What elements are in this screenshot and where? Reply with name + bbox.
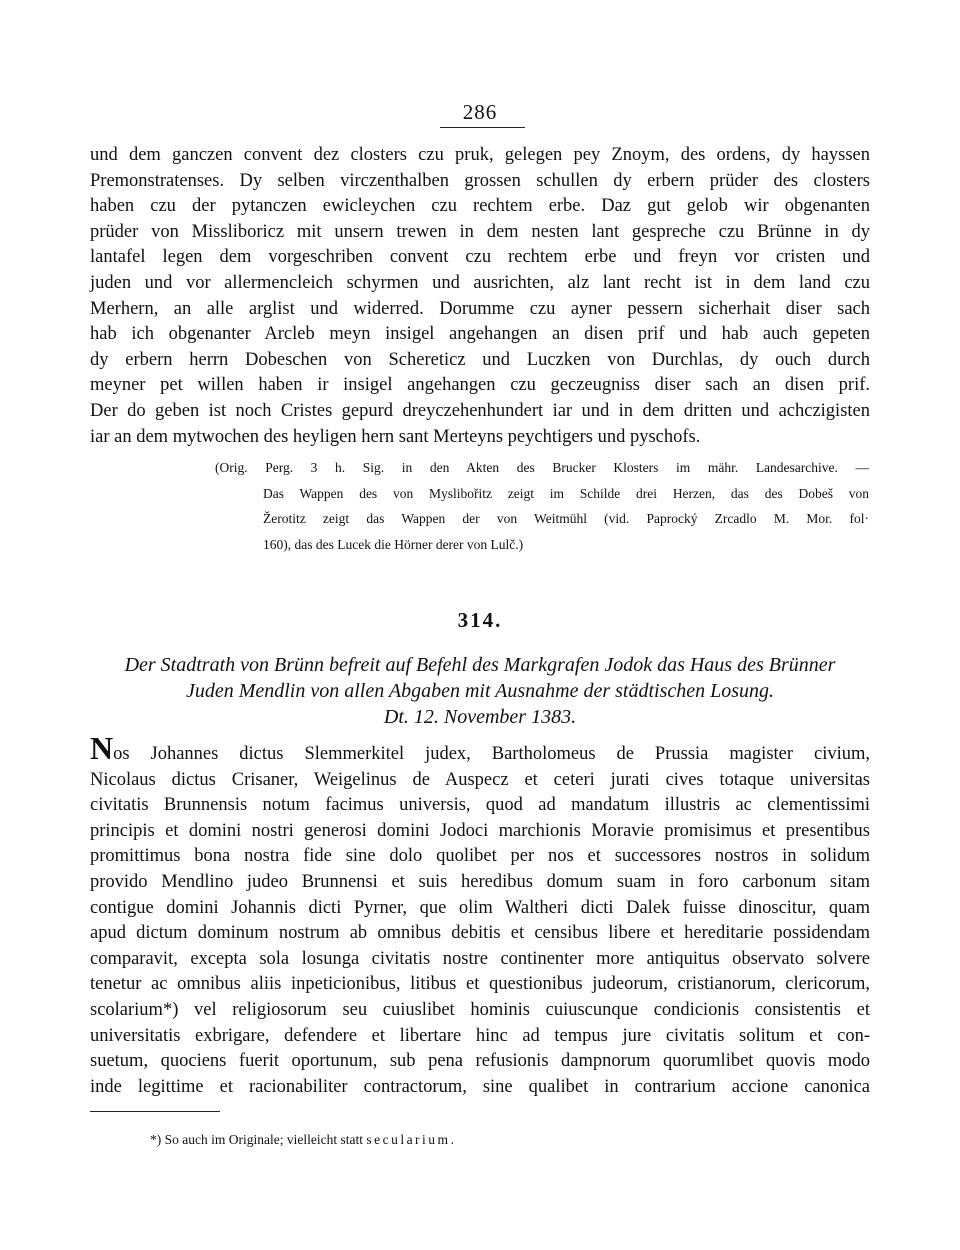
text-line: Nicolaus dictus Crisaner, Weigelinus de Auspecz et ceteri jurati cives totaque universitas (90, 769, 870, 790)
text-line: comparavit, excepta sola losunga civitatis nostre continenter more antiquitus observato solvere (90, 948, 870, 969)
page-number-rule (440, 127, 525, 128)
text-line: hab ich obgenanter Arcleb meyn insigel angehangen an disen prif und hab auch gepeten (90, 324, 870, 345)
previous-document-text (90, 143, 870, 450)
text-line: haben czu der pytanczen ewicleychen czu rechtem erbe. Daz gut gelob wir obgenanten (90, 196, 870, 217)
note-line: (Orig. Perg. 3 h. Sig. in den Akten des Brucker Klosters im mähr. Landesarchive. — (215, 460, 869, 475)
text-line: civitatis Brunnensis notum facimus universis, quod ad mandatum illustris ac clementissimi (90, 795, 870, 816)
text-line: iar an dem mytwochen des heyligen hern sant Merteyns peychtigers und pyschofs. (90, 426, 701, 447)
footnote (150, 1130, 750, 1150)
text-line: scolarium*) vel religiosorum seu cuiuslibet hominis cuiuscunque condicionis consistentis et (90, 999, 870, 1020)
text-line: lantafel legen dem vorgeschriben convent czu rechtem erbe und freyn vor cristen und (90, 247, 870, 268)
drop-cap: N (90, 730, 114, 766)
text-line: apud dictum dominum nostrum ab omnibus debitis et censibus libere et hereditarie possidendam (90, 923, 870, 944)
text-line: meyner pet willen haben ir insigel angehangen czu geczeugniss diser sach an disen prif. (90, 375, 870, 396)
text-line: Premonstratenses. Dy selben virczenthalben grossen schullen dy erbern prüder des closters (90, 170, 870, 191)
text-line-first (90, 730, 870, 768)
page-number: 286 (462, 100, 498, 124)
text-line: suetum, quociens fuerit oportunum, sub pena refusionis dampnorum quorumlibet quovis modo (90, 1051, 870, 1072)
footnote-end: . (450, 1132, 454, 1147)
footnote-text: *) So auch im Originale; vielleicht statt (150, 1132, 367, 1147)
text-line: Der do geben ist noch Cristes gepurd dreyczehenhundert iar und in dem dritten und achczigisten (90, 400, 870, 421)
note-line: Das Wappen des von Myslibořitz zeigt im Schilde drei Herzen, das des Dobeš von (263, 485, 869, 501)
document-title (90, 652, 870, 730)
text-line: juden und vor allermencleich schyrmen und ausrichten, alz lant recht ist in dem land czu (90, 272, 870, 293)
text-line: universitatis exbrigare, defendere et libertare hinc ad tempus jure civitatis solitum et con- (90, 1025, 870, 1046)
footnote-spaced-word: secularium (366, 1132, 451, 1147)
text-line: provido Mendlino judeo Brunnensi et suis heredibus domum suam in foro carbonum sitam (90, 871, 870, 892)
footnote-rule (90, 1111, 220, 1112)
text-line: und dem ganczen convent dez closters czu pruk, gelegen pey Znoym, des ordens, dy hayssen (90, 145, 870, 165)
text-line: contigue domini Johannis dicti Pyrner, que olim Waltheri dicti Dalek fuisse dinoscitur, quam (90, 897, 870, 918)
text-line: tenetur ac omnibus aliis inpeticionibus, litibus et questionibus judeorum, cristianorum, clericorum, (90, 974, 870, 995)
text-line: principis et domini nostri generosi domini Jodoci marchionis Moravie promisimus et presentibus (90, 820, 870, 841)
text-line: dy erbern herrn Dobeschen von Schereticz und Luczken von Durchlas, dy ouch durch (90, 349, 870, 370)
title-date: Dt. 12. November 1383. (383, 706, 577, 728)
text-line: inde legittime et racionabiliter contractorum, sine qualibet in contrarium accione canonica (90, 1076, 870, 1097)
document-body (90, 730, 870, 1100)
document-number: 314. (457, 608, 503, 632)
source-note (215, 455, 869, 557)
note-line: 160), das des Lucek die Hörner derer von Lulč.) (263, 536, 524, 552)
title-line: Der Stadtrath von Brünn befreit auf Befehl des Markgrafen Jodok das Haus des Brünner (124, 654, 836, 676)
text-line: promittimus bona nostra fide sine dolo quolibet per nos et successores nostros in solidum (90, 846, 870, 867)
first-line-text: os Johannes dictus Slemmerkitel judex, Bartholomeus de Prussia magister civium, (113, 744, 870, 764)
text-line: Merhern, an alle arglist und widerred. Dorumme czu ayner pessern sicherhait diser sach (90, 298, 870, 319)
title-line: Juden Mendlin von allen Abgaben mit Ausnahme der städtischen Losung. (185, 680, 775, 702)
text-line: prüder von Missliboricz mit unsern trewen in dem nesten lant gespreche czu Brünne in dy (90, 221, 870, 242)
note-line: Žerotitz zeigt das Wappen der von Weitmühl (vid. Paprocký Zrcadlo M. Mor. fol· (263, 511, 869, 526)
